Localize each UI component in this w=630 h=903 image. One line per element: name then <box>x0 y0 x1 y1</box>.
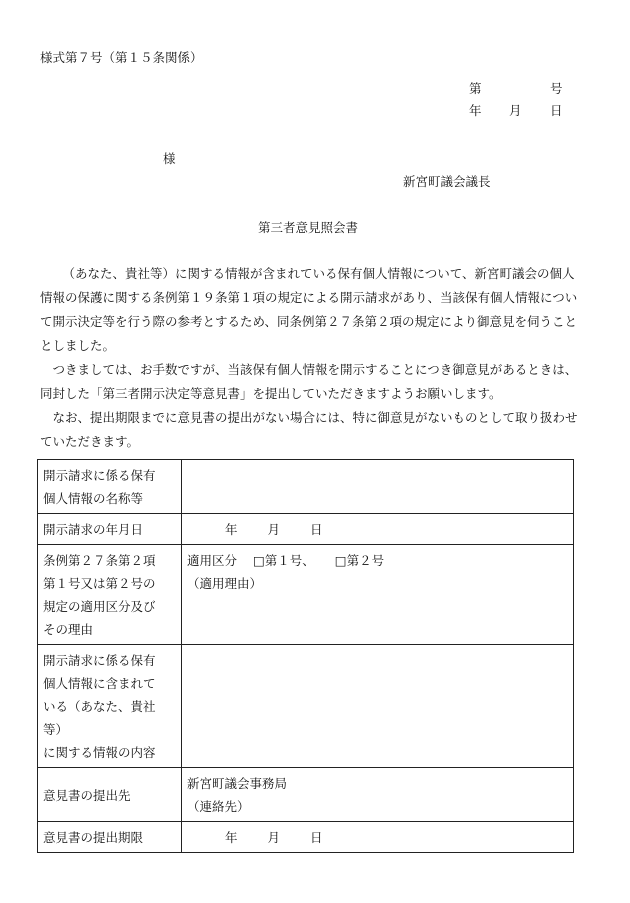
date-year-label: 年 <box>469 103 482 118</box>
row-label-classification: 条例第２７条第２項 第１号又は第２号の 規定の適用区分及び その理由 <box>38 545 182 645</box>
checkbox-item-2[interactable]: □第２号 <box>334 553 385 568</box>
month-label: 月 <box>267 522 281 537</box>
addressee-honorific: 様 <box>163 151 176 166</box>
doc-number-dai: 第 <box>469 81 482 96</box>
body-text <box>40 262 580 454</box>
day-label: 日 <box>310 830 323 845</box>
table-row <box>38 645 574 768</box>
info-table <box>37 459 574 853</box>
value-deadline[interactable] <box>182 822 574 853</box>
table-row <box>38 545 574 645</box>
value-request-date[interactable] <box>182 514 574 545</box>
checkbox-item-1[interactable]: □第１号、 <box>252 553 315 568</box>
day-label: 日 <box>310 522 323 537</box>
date-month-label: 月 <box>509 103 522 118</box>
table-row <box>38 768 574 822</box>
document-title: 第三者意見照会書 <box>258 220 359 235</box>
paragraph-2: つきましては、お手数ですが、当該保有個人情報を開示することにつき御意見があるときは、同封した「第三者開示決定等意見書」を提出していただきますようお願いします。 <box>40 362 578 401</box>
reason-label: （適用理由） <box>187 576 263 591</box>
classification-label: 適用区分 <box>187 553 238 568</box>
row-label-info-content: 開示請求に係る保有 個人情報に含まれて いる（あなた、貴社等） に関する情報の内容 <box>38 645 182 768</box>
row-label-submission-office: 意見書の提出先 <box>38 768 182 822</box>
value-info-name[interactable] <box>182 460 574 514</box>
date-day-label: 日 <box>550 103 563 118</box>
month-label: 月 <box>267 830 281 845</box>
table-row <box>38 514 574 545</box>
form-number: 様式第７号（第１５条関係） <box>40 50 203 65</box>
table-row <box>38 822 574 853</box>
paragraph-3: なお、提出期限までに意見書の提出がない場合には、特に御意見がないものとして取り扱わせていただきます。 <box>40 410 578 449</box>
row-label-request-date: 開示請求の年月日 <box>38 514 182 545</box>
row-label-deadline: 意見書の提出期限 <box>38 822 182 853</box>
office-name: 新宮町議会事務局 <box>187 776 288 791</box>
doc-number-go: 号 <box>550 81 563 96</box>
row-label-info-name: 開示請求に係る保有 個人情報の名称等 <box>38 460 182 514</box>
sender-name: 新宮町議会議長 <box>403 174 491 189</box>
year-label: 年 <box>225 522 238 537</box>
table-row <box>38 460 574 514</box>
value-info-content[interactable] <box>182 645 574 768</box>
paragraph-1: （あなた、貴社等）に関する情報が含まれている保有個人情報について、新宮町議会の個人情報の保護に関する条例第１９条第１項の規定による開示請求があり、当該保有個人情報について開示決定等を行う際の参考とするため、同条例第２７条第２項の規定により御意見を伺うこととしました。 <box>40 266 578 353</box>
value-classification <box>182 545 574 645</box>
value-submission-office <box>182 768 574 822</box>
year-label: 年 <box>225 830 238 845</box>
contact-label: （連絡先） <box>187 799 250 814</box>
